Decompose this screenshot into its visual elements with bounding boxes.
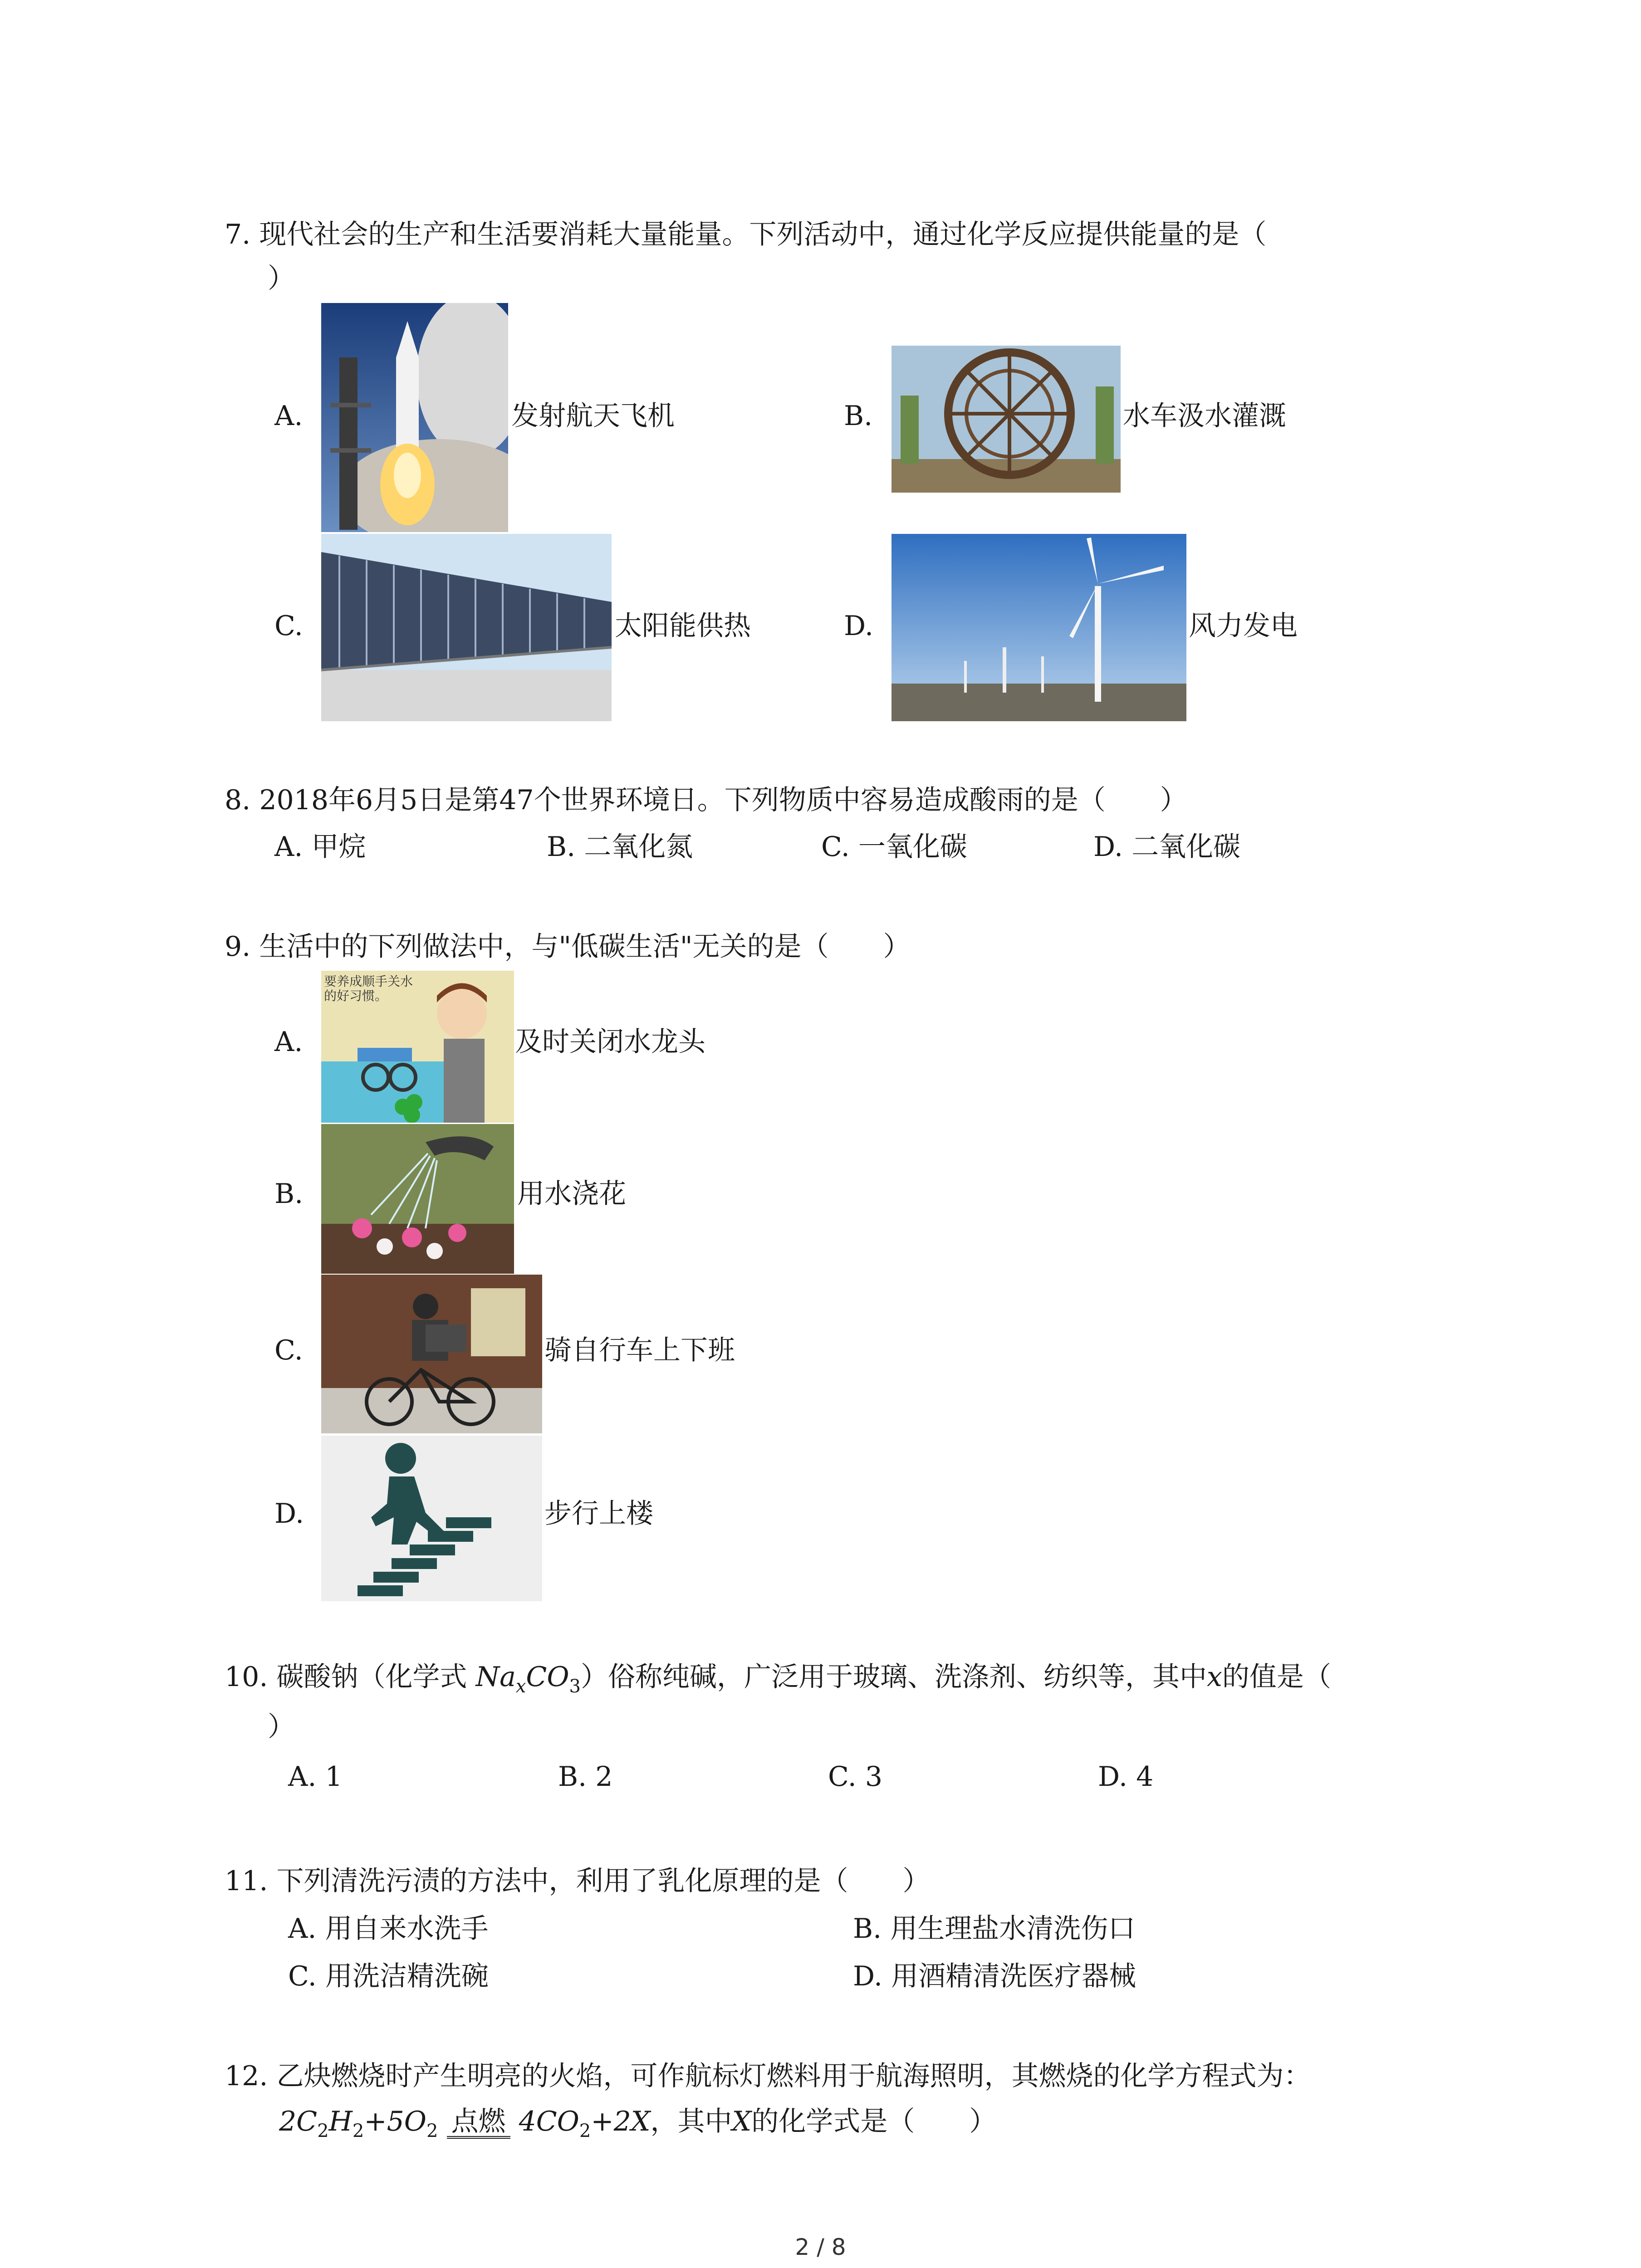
q7-stem-end: ） xyxy=(268,263,295,294)
q8-option-c: C. 一氧化碳 xyxy=(821,831,967,863)
q8-option-d: D. 二氧化碳 xyxy=(1093,831,1241,863)
q7-option-a-letter: A. xyxy=(274,400,303,432)
q9-option-c-letter: C. xyxy=(274,1334,303,1366)
q10-stem: 10. 碳酸钠（化学式 $Na_xCO_3$）俗称纯碱，广泛用于玻璃、洗涤剂、纺织等，其中x的值是（ xyxy=(225,1661,1331,1697)
q7-option-b-text: 水车汲水灌溉 xyxy=(1123,400,1286,432)
q12-stem: 12. 乙炔燃烧时产生明亮的火焰，可作航标灯燃料用于航海照明，其燃烧的化学方程式为： xyxy=(225,2060,1311,2092)
q9-option-c-text: 骑自行车上下班 xyxy=(544,1334,735,1366)
q12-equation: $2C_2H_2+5O_2$ 点燃 $4CO_2+2X$，其中X的化学式是（ ） xyxy=(279,2102,996,2141)
q9-option-a-letter: A. xyxy=(274,1026,303,1058)
q9-option-d-text: 步行上楼 xyxy=(544,1498,653,1530)
q10-option-b: B. 2 xyxy=(558,1761,613,1793)
q11-option-d: D. 用酒精清洗医疗器械 xyxy=(853,1960,1136,1992)
q9-option-d-letter: D. xyxy=(274,1498,304,1530)
q7-stem: 7. 现代社会的生产和生活要消耗大量能量。下列活动中，通过化学反应提供能量的是（ xyxy=(225,219,1267,250)
solar-panel-icon xyxy=(321,534,612,721)
q9-stem: 9. 生活中的下列做法中，与"低碳生活"无关的是（ ） xyxy=(225,931,911,963)
q10-option-c: C. 3 xyxy=(828,1761,883,1793)
q10-option-d: D. 4 xyxy=(1098,1761,1154,1793)
q8-stem: 8. 2018年6月5日是第47个世界环境日。下列物质中容易造成酸雨的是（ ） xyxy=(225,784,1187,816)
q7-option-c-letter: C. xyxy=(274,610,303,642)
q8-option-a: A. 甲烷 xyxy=(274,831,366,863)
q8-option-b: B. 二氧化氮 xyxy=(547,831,693,863)
q11-option-c: C. 用洗洁精洗碗 xyxy=(288,1960,489,1992)
reaction-condition: 点燃 xyxy=(447,2102,510,2141)
walking-upstairs-icon xyxy=(321,1436,542,1601)
q7-option-a-text: 发射航天飞机 xyxy=(511,400,675,432)
water-wheel-icon xyxy=(892,346,1121,493)
q7-option-d-text: 风力发电 xyxy=(1189,610,1298,642)
bicycle-rider-icon xyxy=(321,1275,542,1433)
watering-flowers-icon xyxy=(321,1124,514,1274)
q9-option-b-letter: B. xyxy=(274,1178,304,1210)
space-shuttle-launch-icon xyxy=(321,303,508,532)
q9-option-b-text: 用水浇花 xyxy=(517,1178,626,1210)
turn-off-faucet-icon xyxy=(321,971,514,1123)
q11-option-b: B. 用生理盐水清洗伤口 xyxy=(853,1913,1136,1945)
q9-option-a-text: 及时关闭水龙头 xyxy=(515,1026,705,1058)
q11-option-a: A. 用自来水洗手 xyxy=(288,1913,489,1945)
page-number: 2 / 8 xyxy=(795,2234,846,2260)
q7-option-d-letter: D. xyxy=(844,610,874,642)
wind-turbine-icon xyxy=(892,534,1186,721)
q11-stem: 11. 下列清洗污渍的方法中，利用了乳化原理的是（ ） xyxy=(225,1865,930,1897)
q10-stem-end: ） xyxy=(268,1711,295,1743)
q7-option-c-text: 太阳能供热 xyxy=(615,610,751,642)
q7-option-b-letter: B. xyxy=(844,400,873,432)
q10-option-a: A. 1 xyxy=(288,1761,343,1793)
faucet-image-caption: 要养成顺手关水 的好习惯。 xyxy=(324,974,413,1003)
